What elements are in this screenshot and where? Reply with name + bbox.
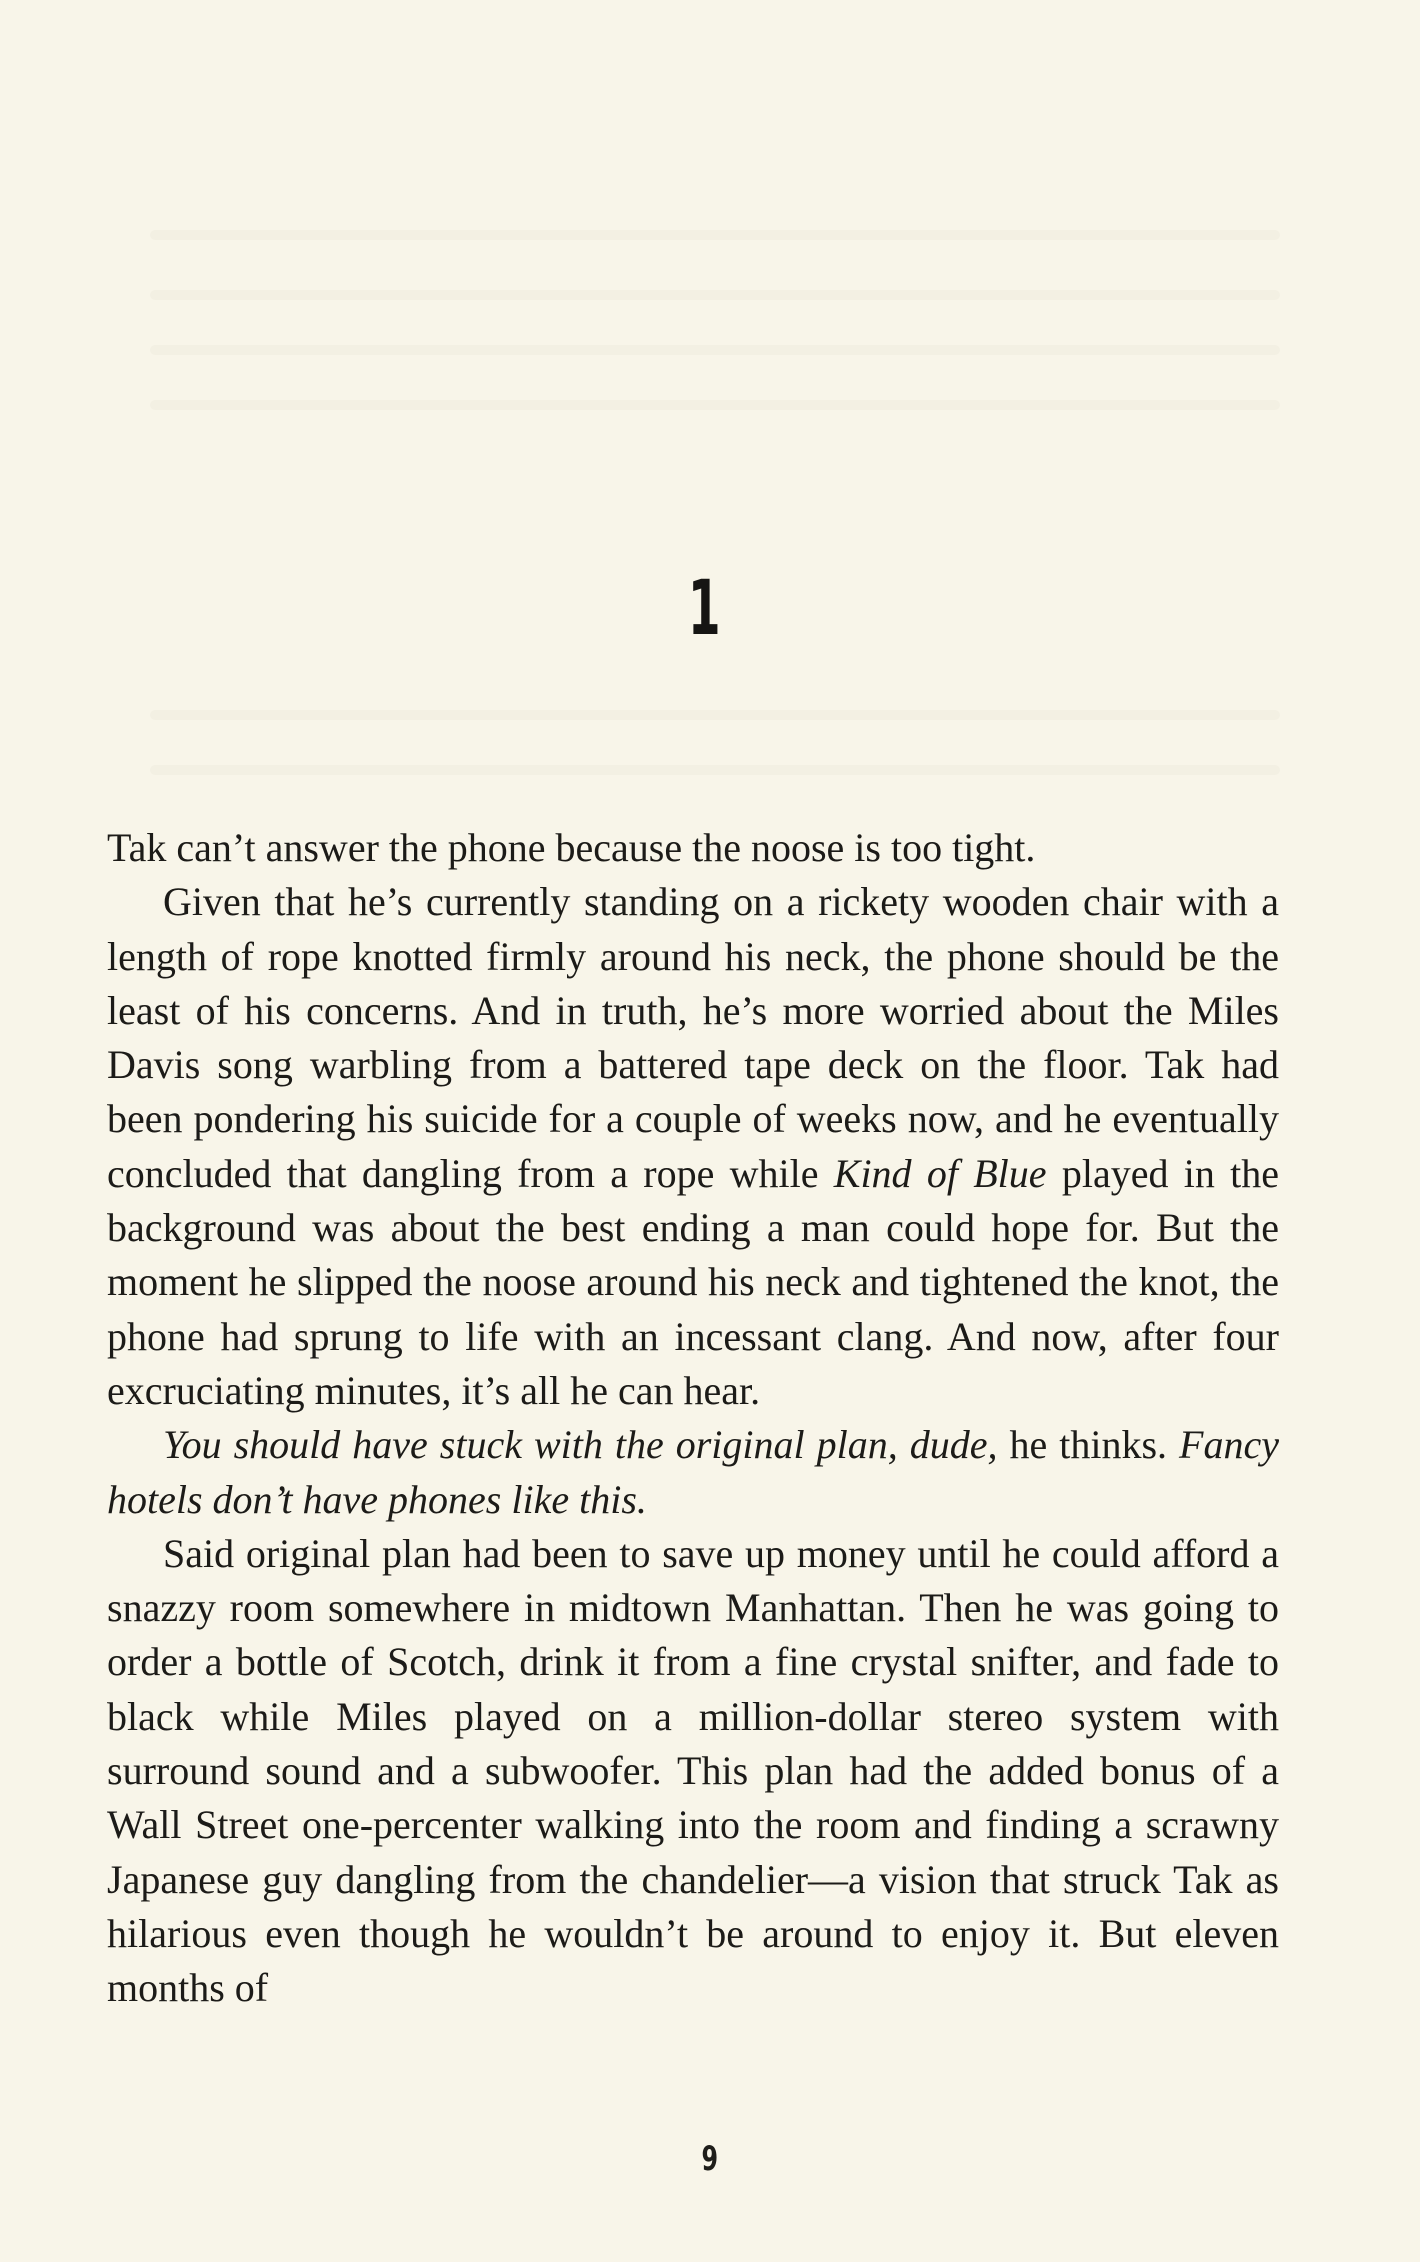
chapter-number: 1	[687, 563, 721, 652]
italic-text-run: Kind of Blue	[833, 1150, 1047, 1196]
text-run: Tak can’t answer the phone because the noose is too tight.	[107, 825, 1036, 870]
text-run: he thinks.	[997, 1422, 1180, 1468]
paragraph	[107, 1418, 1279, 1527]
italic-text-run: Fancy hotels don’t have phones like this.	[107, 1422, 1279, 1522]
page-number	[0, 2139, 1420, 2179]
show-through-texture	[150, 290, 1280, 300]
show-through-texture	[150, 765, 1280, 775]
page-number-text: 9	[701, 2139, 719, 2179]
paragraph	[107, 1527, 1279, 2016]
show-through-texture	[150, 400, 1280, 410]
show-through-texture	[150, 710, 1280, 720]
italic-text-run: You should have stuck with the original plan, dude,	[163, 1422, 998, 1468]
paragraph	[107, 875, 1279, 1418]
body-text	[107, 821, 1279, 2016]
show-through-texture	[150, 345, 1280, 355]
text-run: Said original plan had been to save up money until he could afford a snazzy room somewhere in midtown Manhattan. Then he was going to order a bottle of Scotch, drink it from a fine crystal snifter, and fade to black while Miles played on a million-dollar stereo system with surround sound and a subwoofer. This plan had the added bonus of a Wall Street one-percenter walking into the room and finding a scrawny Japanese guy dangling from the chandelier—a vision that struck Tak as hilarious even though he wouldn’t be around to enjoy it. But eleven months of	[107, 1530, 1279, 2011]
paragraph	[107, 821, 1279, 875]
show-through-texture	[150, 230, 1280, 240]
text-run: Given that he’s currently standing on a rickety wooden chair with a length of rope knotted firmly around his neck, the phone should be the least of his concerns. And in truth, he’s more worried about the Miles Davis song warbling from a battered tape deck on the floor. Tak had been pondering his suicide for a couple of weeks now, and he eventually concluded that dangling from a rope while	[107, 879, 1279, 1196]
text-run: played in the background was about the best ending a man could hope for. But the moment he slipped the noose around his neck and tightened the knot, the phone had sprung to life with an incessant clang. And now, after four excruciating minutes, it’s all he can hear.	[107, 1150, 1279, 1413]
